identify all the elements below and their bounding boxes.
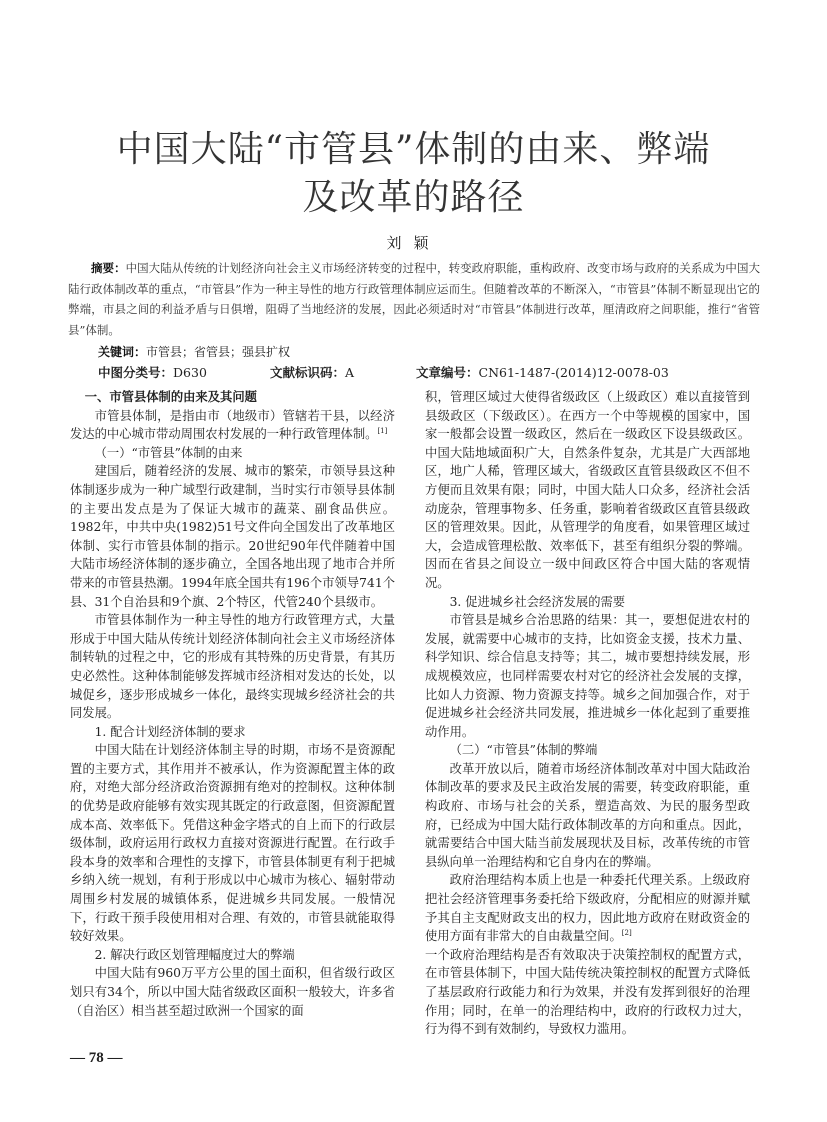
keywords-text: 市管县；省管县；强县扩权	[146, 345, 291, 359]
doc-value: A	[345, 365, 355, 380]
article-title	[0, 126, 827, 222]
clc-label: 中图分类号：	[98, 365, 174, 380]
right-column	[425, 388, 750, 1038]
paragraph: 改革开放以后，随着市场经济体制改革对中国大陆政治体制改革的要求及民主政治发展的需要，转变政府职能，重构政府、市场与社会的关系，塑造高效、为民的服务型政府，已经成为中国大陆行政体制改革的方向和重点。因此，就需要结合中国大陆当前发展现状及目标，改革传统的市管县纵向单一治理结构和它自身内在的弊端。	[425, 761, 750, 869]
paragraph: 积，管理区域过大使得省级政区（上级政区）难以直接管到县级政区（下级政区）。在西方一个中等规模的国家中，国家一般都会设置一级政区，然后在一级政区下设县级政区。中国大陆地域面积广大，自然条件复杂，尤其是广大西部地区，地广人稀，管理区域大，省级政区直管县级政区不但不方便而且效果有限；同时，中国大陆人口众多，经济社会活动庞杂，管理事物多、任务重，影响着省级政区直管县级政区的管理效果。因此，从管理学的角度看，如果管理区域过大，会造成管理松散、效率低下，甚至有组织分裂的弊端。因而在省县之间设立一级中间政区符合中国大陆的客观情况。	[425, 390, 750, 590]
keywords-label: 关键词：	[98, 345, 147, 359]
page-number: — 78 —	[70, 1050, 123, 1066]
paragraph: 市管县是城乡合治思路的结果：其一，要想促进农村的发展，就需要中心城市的支持，比如资金支援，技术力量、科学知识、综合信息支持等；其二，城市要想持续发展，形成规模效应，也同样需要农村对它的经济社会发展的支撑，比如人力资源、物力资源支持等。城乡之间加强合作，对于促进城乡社会经济共同发展，推进城乡一体化起到了重要推动作用。	[425, 613, 750, 739]
subsection-heading: 3. 促进城乡社会经济发展的需要	[449, 594, 626, 609]
title-line-2: 及改革的路径	[302, 177, 525, 218]
clc-number	[98, 363, 207, 383]
paragraph	[70, 407, 395, 444]
reference-mark: [1]	[377, 427, 388, 436]
clc-value: D630	[173, 365, 207, 380]
abstract-label: 摘要：	[91, 261, 126, 275]
paragraph: 市管县体制作为一种主导性的地方行政管理方式，大量形成于中国大陆从传统计划经济体制向社会主义市场经济体制转轨的过程之中，它的形成有其特殊的历史背景，有其历史必然性。这种体制能够发挥城市经济相对发达的长处，以城促乡，逐步形成城乡一体化，最终实现城乡经济社会的共同发展。	[70, 613, 395, 721]
art-value: CN61-1487-(2014)12-0078-03	[478, 365, 669, 380]
paragraph: 中国大陆有960万平方公里的国土面积，但省级行政区划只有34个，所以中国大陆省级政区面积一般较大，许多省（自治区）相当甚至超过欧洲一个国家的面	[70, 966, 395, 1018]
left-column	[70, 388, 395, 1038]
reference-mark: [2]	[621, 929, 632, 938]
article-number	[416, 363, 669, 383]
author-name: 刘颖	[386, 234, 441, 252]
abstract-text: 中国大陆从传统的计划经济向社会主义市场经济转变的过程中，转变政府职能，重构政府、改变市场与政府的关系成为中国大陆行政体制改革的重点，“市管县”作为一种主导性的地方行政管理体制应运而生。但随着改革的不断深入，“市管县”体制不断显现出它的弊端，市县之间的利益矛盾与日俱增，阻碍了当地经济的发展，因此必须适时对“市管县”体制进行改革，厘清政府之间职能，推行“省管县”体制。	[68, 261, 760, 337]
paragraph-text: 市管县体制，是指由市（地级市）管辖若干县，以经济发达的中心城市带动周围农村发展的一种行政管理体制。	[70, 408, 395, 442]
title-line-1: 中国大陆“市管县”体制的由来、弊端	[116, 129, 711, 170]
paragraph	[425, 871, 750, 945]
subsection-heading: 1. 配合计划经济体制的要求	[94, 724, 246, 739]
subsection-heading: 2. 解决行政区划管理幅度过大的弊端	[94, 947, 295, 962]
subsection-heading: （一）“市管县”体制的由来	[94, 445, 243, 460]
doc-label: 文献标识码：	[270, 365, 346, 380]
art-label: 文章编号：	[416, 365, 479, 380]
paragraph: 建国后，随着经济的发展、城市的繁荣，市领导县这种体制逐步成为一种广域型行政建制，当时实行市领导县体制的主要出发点是为了保证大城市的蔬菜、副食品供应。1982年，中共中央(1982)51号文件向全国发出了改革地区体制、实行市管县体制的指示。20世纪90年代伴随着中国大陆市场经济体制的逐步确立，全国各地出现了地市合并所带来的市管县热潮。1994年底全国共有196个市领导741个县、31个自治县和9个旗、2个特区，代管240个县级市。	[70, 464, 395, 609]
paragraph: 中国大陆在计划经济体制主导的时期，市场不是资源配置的主要方式，其作用并不被承认，作为资源配置主体的政府，对绝大部分经济政治资源拥有绝对的控制权。这种体制的优势是政府能够有效实现其既定的行政意图，但资源配置成本高、效率低下。凭借这种金字塔式的自上而下的行政层级体制，政府运用行政权力直接对资源进行配置。在行政手段本身的效率和合理性的支撑下，市管县体制更有利于把城乡纳入统一规划，有利于形成以中心城市为核心、辐射带动周围乡村发展的城镇体系，促进城乡共同发展。一般情况下，行政干预手段使用相对合理、有效的，市管县就能取得较好效果。	[70, 743, 395, 944]
abstract	[68, 258, 760, 340]
section-heading-1: 一、市管县体制的由来及其问题	[84, 389, 257, 404]
paragraph: 一个政府治理结构是否有效取决于决策控制权的配置方式，在市管县体制下，中国大陆传统决策控制权的配置方式降低了基层政府行政能力和行为效果，并没有发挥到很好的治理作用；同时，在单一的治理结构中，政府的行政权力过大，行为得不到有效制约，导致权力滥用。	[425, 947, 750, 1037]
paragraph-text: 政府治理结构本质上也是一种委托代理关系。上级政府把社会经济管理事务委托给下级政府，分配相应的财源并赋予其自主支配财政支出的权力，因此地方政府在财政资金的使用方面有非常大的自由裁量空间。	[425, 873, 750, 944]
doc-code	[270, 363, 354, 383]
subsection-heading: （二）“市管县”体制的弊端	[449, 743, 598, 758]
keywords	[98, 342, 290, 362]
